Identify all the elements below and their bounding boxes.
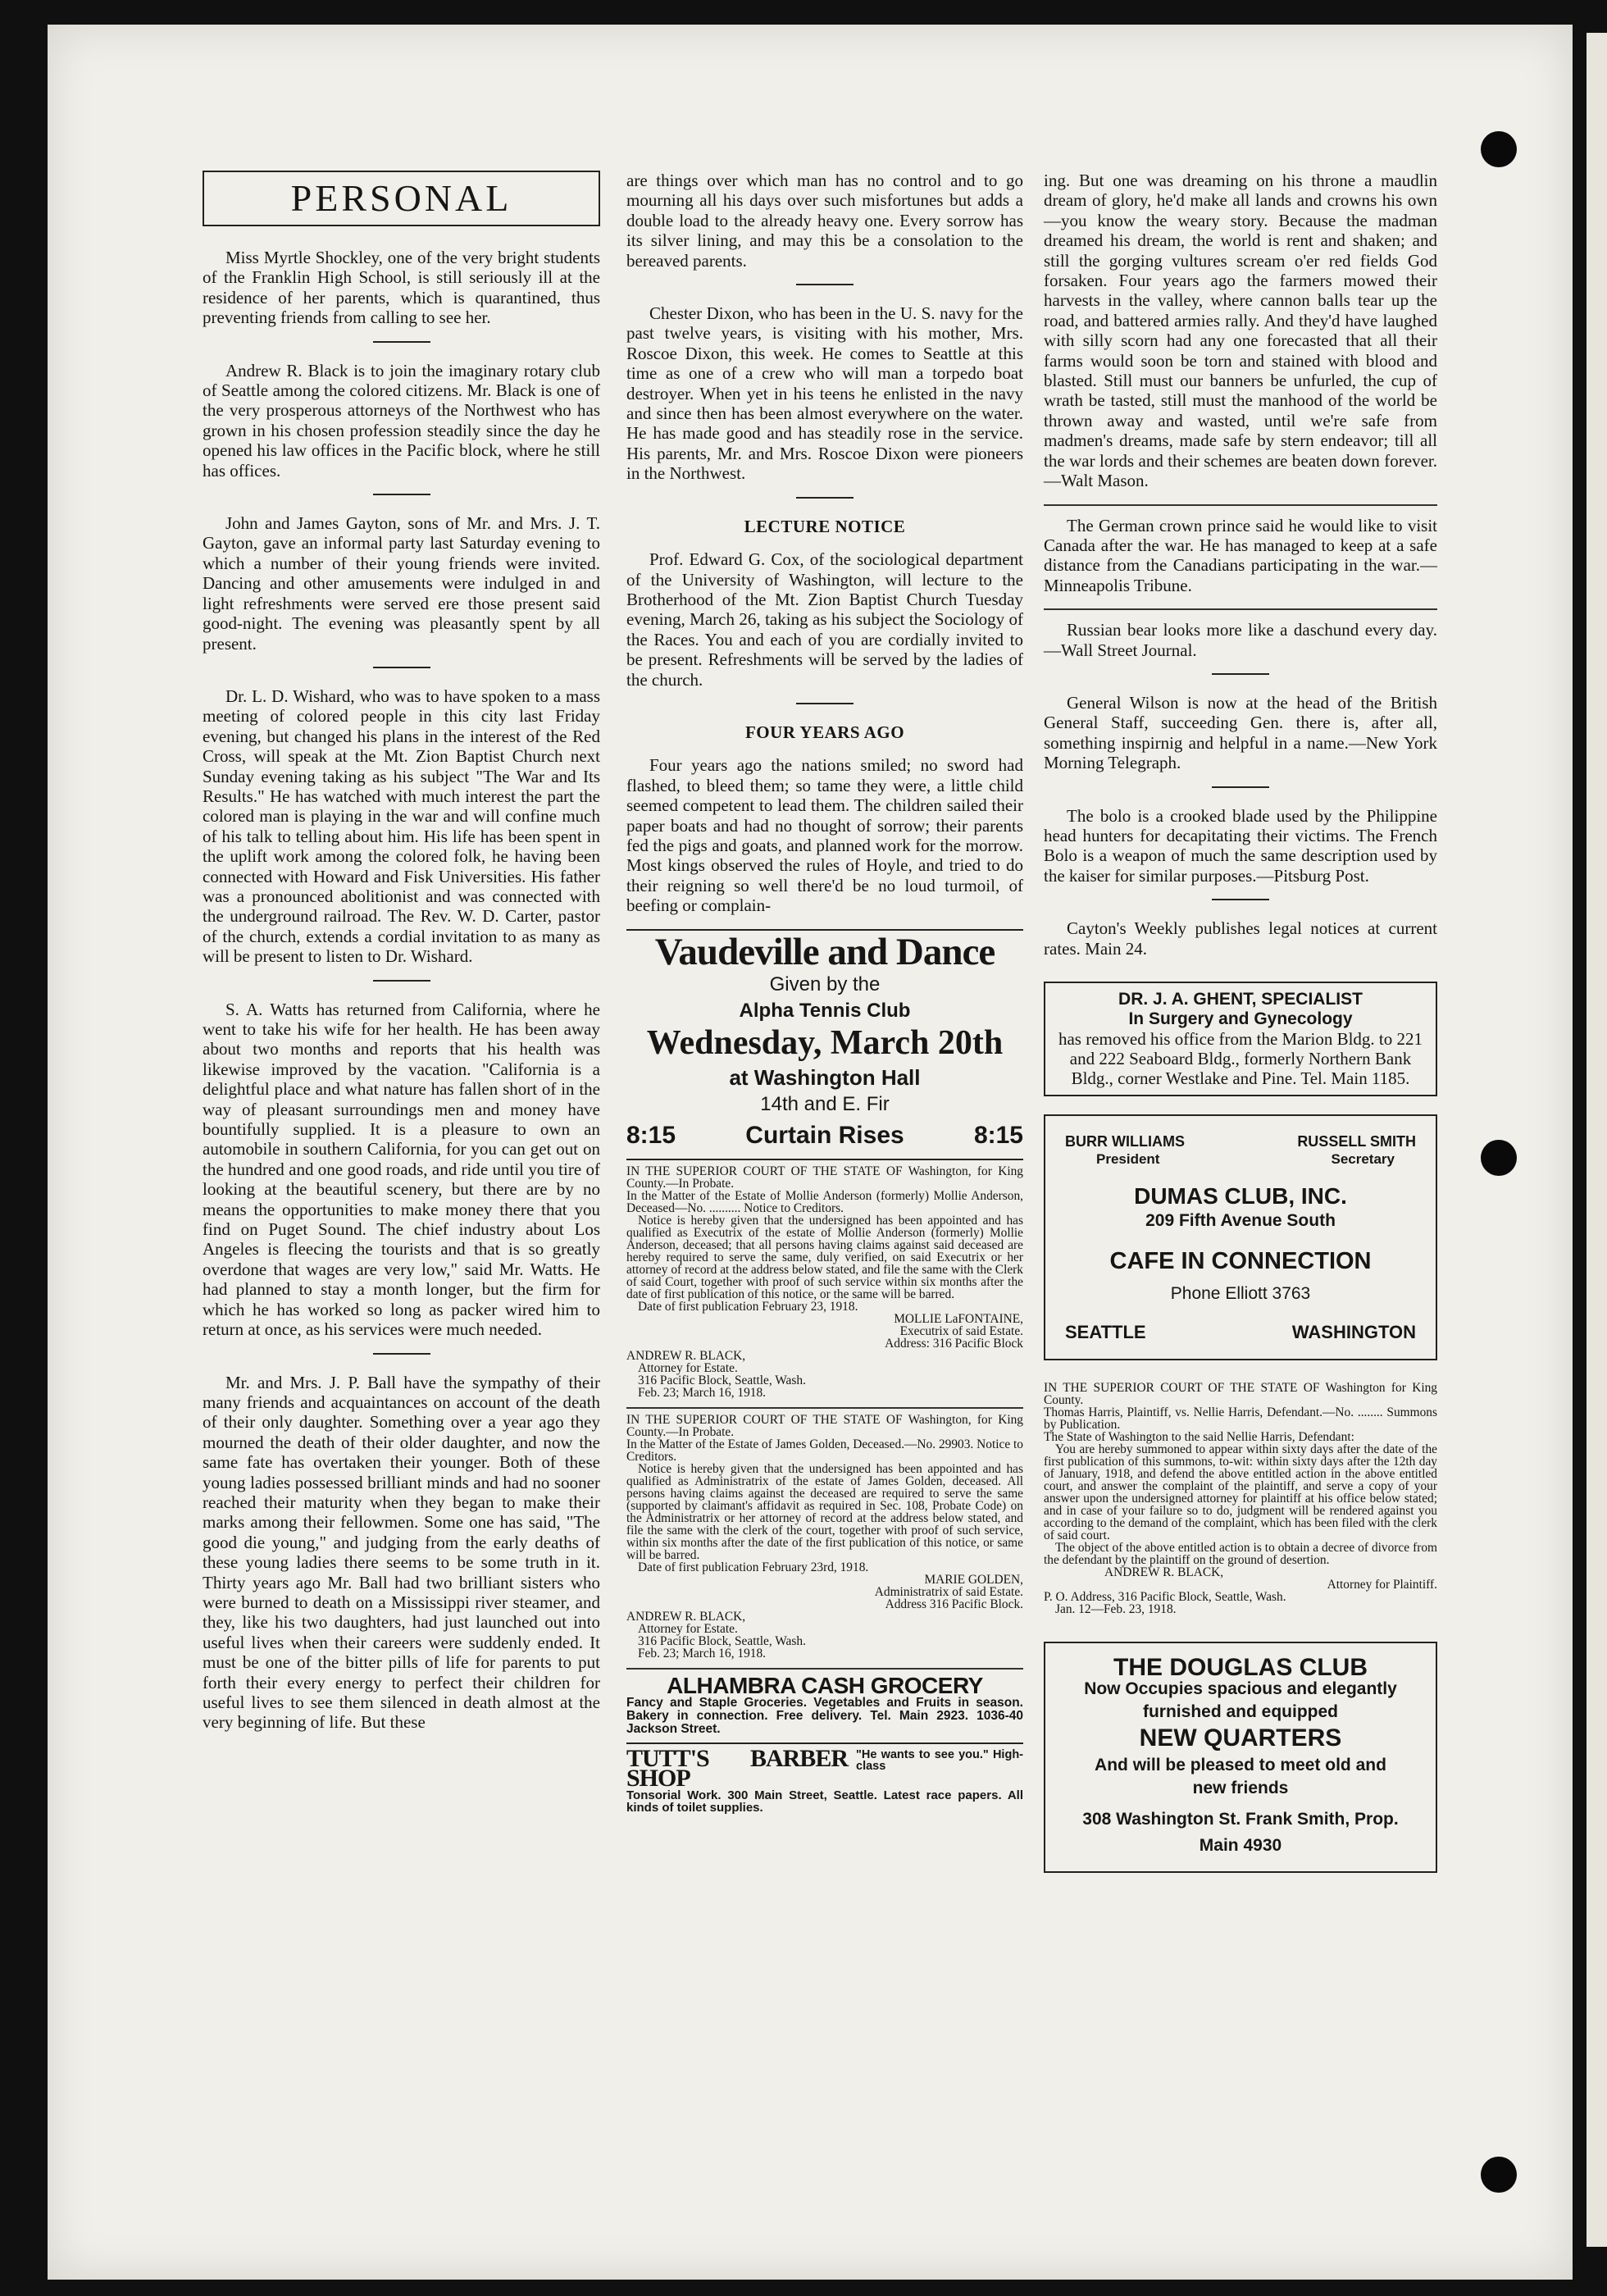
legal-dates: Feb. 23; March 16, 1918. <box>638 1386 767 1401</box>
douglas-line: furnished and equipped <box>1142 1702 1338 1722</box>
legal-attorney-title: Attorney for Estate. <box>638 1361 738 1376</box>
legal-body: Notice is hereby given that the undersigned has been appointed and has qualified as Administratrix of the estate of James Golden, deceased. All persons having claims against the deceased are required to serve the same (supported by claimant's affidavit as required in Sec. 108, Probate Code) on the Administratrix or her attorney of record at the address below stated, and file the same with the clerk of the court, together with proof of such service, within six months after the date of the first publication of this notice, or same will be barred. <box>626 1462 1023 1563</box>
divider <box>373 980 430 982</box>
dumas-address: 209 Fifth Avenue South <box>1145 1211 1336 1231</box>
ghent-head: DR. J. A. GHENT, SPECIALIST <box>1118 990 1363 1009</box>
legal-attorney: ANDREW R. BLACK, <box>626 1349 746 1364</box>
news-item: Mr. and Mrs. J. P. Ball have the sympathy of their many friends and acquaintances on account of the death of their only daughter. Something over a year ago they mourned the death of their older daughter, and now the same fate has overtaken their younger. Both of these young ladies possessed brilliant minds and had no sooner reached their maturity when they began to make their marks among their fellowmen. Some one has said, "The good die young," and judging from the early deaths of these young ladies there seems to be some truth in it. Thirty years ago Mr. Ball had two brilliant sisters who were burned to death on a Mississippi river steamer, and they, like his two daughters, had just launched out into useful lives when their careers were suddenly ended. It must be one of the bitter pills of life for parents to put forth their every energy to perfect their children for useful lives to see them silenced in death almost at the very beginning of life. But these <box>203 1372 600 1733</box>
legal-signer: MOLLIE LaFONTAINE, <box>894 1312 1023 1327</box>
dumas-officers-titles <box>1065 1150 1416 1168</box>
vaudeville-club: Alpha Tennis Club <box>739 1000 911 1023</box>
legal-matter: In the Matter of the Estate of Mollie Anderson (formerly) Mollie Anderson, Deceased—No. .......... Notice to Creditors. <box>626 1189 1023 1216</box>
news-item: Russian bear looks more like a daschund every day.—Wall Street Journal. <box>1044 620 1437 660</box>
legal-matter: In the Matter of the Estate of James Golden, Deceased.—No. 29903. Notice to Creditors. <box>626 1437 1023 1465</box>
legal-address: P. O. Address, 316 Pacific Block, Seattle, Wash. <box>1044 1590 1286 1605</box>
punch-hole <box>1481 131 1517 167</box>
legal-notice-golden <box>626 1409 1023 1670</box>
grocery-title: ALHAMBRA CASH GROCERY <box>667 1673 983 1699</box>
douglas-title: THE DOUGLAS CLUB <box>1113 1654 1368 1682</box>
news-item: Miss Myrtle Shockley, one of the very bright students of the Franklin High School, is still seriously ill at the residence of her parents, which is quarantined, thus preventing friends from calling to see her. <box>203 248 600 328</box>
lecture-notice-heading: LECTURE NOTICE <box>744 516 906 536</box>
punch-hole <box>1481 1140 1517 1176</box>
divider <box>1044 504 1437 506</box>
legal-signer-title: Administratrix of said Estate. <box>874 1585 1023 1600</box>
dumas-city: SEATTLE <box>1065 1321 1146 1342</box>
dumas-secretary-name: RUSSELL SMITH <box>1297 1133 1416 1150</box>
barber-body: Tonsorial Work. 300 Main Street, Seattle. Latest race papers. All kinds of toilet supplies. <box>626 1788 1023 1815</box>
divider <box>373 1353 430 1355</box>
douglas-line: new friends <box>1192 1778 1289 1797</box>
news-item: Chester Dixon, who has been in the U. S. navy for the past twelve years, is visiting with his mother, Mrs. Roscoe Dixon, this week. He comes to Seattle at this time as one of a crew who will man a torpedo boat destroyer. When yet in his teens he enlisted in the navy and since then has been almost everywhere on the water. He has made good and has steadily rose in the service. His parents, Mr. and Mrs. Roscoe Dixon were pioneers in the Northwest. <box>626 303 1023 484</box>
vaudeville-hall: at Washington Hall <box>729 1065 921 1091</box>
vaudeville-date: Wednesday, March 20th <box>646 1023 1004 1062</box>
news-item: S. A. Watts has returned from California, where he went to take his wife for her health. He has been away about two months and reports that his health was likewise improved by the vacation. "California is a delightful place and what nature has fallen short of in the way of pleasant surroundings men and money have bountifully supplied. It is a pleasure to own an automobile in southern California, for you can get out on the hundred and one good roads, and ride until you tire of looking at the beautiful scenery, but there are by no means the opportunities to make money there that you find on Puget Sound. The chief industry about Los Angeles is fleecing the tourists and that is so greatly overdone that wages are very low," said Mr. Watts. He had planned to stay a month longer, but the firm for which he has worked so long as packer wired him to return at once, as his services were much needed. <box>203 999 600 1340</box>
divider <box>373 667 430 668</box>
ghent-ad <box>1044 982 1437 1096</box>
news-item: Andrew R. Black is to join the imaginary rotary club of Seattle among the colored citizens. Mr. Black is one of the very prosperous attorneys of the Northwest who has grown in his chosen profession steadily since the day he opened his law offices in the Pacific block, where he still has offices. <box>203 360 600 481</box>
legal-to: The State of Washington to the said Nellie Harris, Defendant: <box>1044 1430 1354 1445</box>
vaudeville-curtain: Curtain Rises <box>745 1122 904 1150</box>
legal-attorney-address: 316 Pacific Block, Seattle, Wash. <box>638 1374 806 1388</box>
dumas-state: WASHINGTON <box>1291 1321 1416 1342</box>
barber-ad <box>626 1744 1023 1819</box>
dumas-secretary-title: Secretary <box>1331 1151 1395 1167</box>
vaudeville-time-right: 8:15 <box>973 1122 1023 1150</box>
vaudeville-time-left: 8:15 <box>626 1122 676 1150</box>
divider <box>796 497 854 499</box>
grocery-body: Fancy and Staple Groceries. Vegetables and Fruits in season. Bakery in connection. Free delivery. Tel. Main 2923. 1036-40 Jackson Street. <box>626 1695 1023 1736</box>
douglas-phone: Main 4930 <box>1199 1836 1282 1856</box>
vaudeville-dance-ad <box>626 929 1023 1161</box>
dumas-cafe: CAFE IN CONNECTION <box>1109 1247 1372 1274</box>
legal-parties: Thomas Harris, Plaintiff, vs. Nellie Harris, Defendant.—No. ........ Summons by Publication. <box>1044 1405 1437 1433</box>
column-personal <box>203 171 600 1746</box>
douglas-club-ad <box>1044 1642 1437 1873</box>
vaudeville-given-by: Given by the <box>769 973 881 995</box>
divider <box>1212 899 1269 900</box>
divider <box>1044 608 1437 610</box>
ghent-body: has removed his office from the Marion Bldg. to 221 and 222 Seaboard Bldg., formerly Northern Bank Bldg., corner Westlake and Pine. Tel. Main 1185. <box>1058 1029 1423 1088</box>
douglas-quarters: NEW QUARTERS <box>1139 1724 1342 1752</box>
legal-body: Notice is hereby given that the undersigned has been appointed and has qualified as Executrix of the estate of Mollie Anderson (formerly) Mollie Anderson, deceased; that all persons having claims against said deceased are hereby required to serve the same, duly verified, on said Executrix or her attorney of record at the address below stated, and file the same with the Clerk of said Court, together with proof of such service within six months after the date of first publication of this notice, or the same will be barred. <box>626 1214 1023 1302</box>
legal-notice-harris <box>1044 1377 1437 1624</box>
vaudeville-time-row <box>626 1122 1023 1150</box>
douglas-line: And will be pleased to meet old and <box>1095 1755 1386 1774</box>
divider <box>1212 673 1269 675</box>
legal-dates: Jan. 12—Feb. 23, 1918. <box>1055 1602 1177 1617</box>
dumas-club-ad <box>1044 1114 1437 1360</box>
douglas-line: Now Occupies spacious and elegantly <box>1084 1679 1397 1699</box>
dumas-officers-names <box>1065 1132 1416 1150</box>
dumas-president-title: President <box>1096 1151 1160 1167</box>
legal-date: Date of first publication February 23rd, 1918. <box>638 1560 869 1575</box>
divider <box>1212 786 1269 788</box>
four-years-ago-heading: FOUR YEARS AGO <box>744 722 905 742</box>
adjacent-page-edge <box>1587 33 1607 2247</box>
news-item: John and James Gayton, sons of Mr. and Mrs. J. T. Gayton, gave an informal party last Saturday evening to which a number of their young friends were invited. Dancing and other amusements were indulged in and light refreshments were served ere those present said good-night. The evening was pleasantly spent by all present. <box>203 513 600 654</box>
legal-object: The object of the above entitled action is to obtain a decree of divorce from the defendant by the plaintiff on the ground of desertion. <box>1044 1541 1437 1568</box>
column-right <box>1044 171 1437 1873</box>
dumas-president-name: BURR WILLIAMS <box>1065 1133 1185 1150</box>
legal-head: IN THE SUPERIOR COURT OF THE STATE OF Washington, for King County.—In Probate. <box>626 1413 1023 1440</box>
legal-signer-address: Address 316 Pacific Block. <box>885 1597 1023 1612</box>
barber-title: TUTT'S BARBER SHOP <box>626 1744 848 1793</box>
legal-dates: Feb. 23; March 16, 1918. <box>638 1647 767 1661</box>
dumas-city-row <box>1065 1323 1416 1342</box>
vaudeville-title: Vaudeville and Dance <box>654 930 995 973</box>
poem-continuation: ing. But one was dreaming on his throne a maudlin dream of glory, he'd make all lands and crowns his own—you know the weary story. Because the madman dreamed his dream, the world is rent and shaken; and still the gorging vultures scream o'er red fields God forsaken. Four years ago the farmers mowed their harvests in the valley, where cannon balls tear up the road, and battered armies rally. And they'd have laughed with silly scorn had any one forecasted that all their farms would soon be torn and stained with blood and blasted. Still must our banners be unfurled, the cup of wrath be tasted, still must the manhood of the world be thrown away and wasted, until we're safe from madmen's dreams, made safe by stern endeavor; till all the war lords and their schemes are beaten down forever.—Walt Mason. <box>1044 171 1437 491</box>
vaudeville-address: 14th and E. Fir <box>760 1092 890 1115</box>
punch-hole <box>1481 2157 1517 2193</box>
news-item: Cayton's Weekly publishes legal notices at current rates. Main 24. <box>1044 918 1437 959</box>
lecture-notice: Prof. Edward G. Cox, of the sociological department of the University of Washington, will lecture to the Brotherhood of the Mt. Zion Baptist Church Tuesday evening, March 26, taking as his subject the Sociology of the Races. You and each of you are cordially invited to be present. Refreshments will be served by the ladies of the church. <box>626 549 1023 690</box>
legal-attorney: ANDREW R. BLACK, <box>626 1610 746 1624</box>
barber-title-row <box>626 1744 1023 1793</box>
news-item: The German crown prince said he would like to visit Canada after the war. He has managed to keep at a safe distance from the Canadians participating in the war.—Minneapolis Tribune. <box>1044 515 1437 595</box>
legal-head: IN THE SUPERIOR COURT OF THE STATE OF Washington for King County. <box>1044 1381 1437 1408</box>
news-item: General Wilson is now at the head of the British General Staff, succeeding Gen. there is, after all, something inspirnig and helpful in a name.—New York Morning Telegraph. <box>1044 692 1437 773</box>
dumas-name: DUMAS CLUB, INC. <box>1134 1183 1347 1209</box>
dumas-phone: Phone Elliott 3763 <box>1170 1284 1311 1304</box>
legal-attorney-title: Attorney for Estate. <box>638 1622 738 1637</box>
personal-heading: PERSONAL <box>203 171 600 226</box>
legal-signer-title: Executrix of said Estate. <box>899 1324 1023 1339</box>
divider <box>796 703 854 704</box>
column-middle <box>626 171 1023 1819</box>
news-item: Dr. L. D. Wishard, who was to have spoken to a mass meeting of colored people in this city last Friday evening, but changed his plans in the interest of the Red Cross, will speak at the Mt. Zion Baptist Church next Sunday evening taking as his subject "The War and Its Results." He has watched with much interest the part the colored man is playing in the war and will confine much of his talk to telling about him. His life has been spent in the uplift work among the colored folk, he having been connected with Howard and Fisk Universities. His father was a pronounced abolitionist and was connected with the underground railroad. The Rev. W. D. Carter, pastor of the church, extends a cordial invitation to as many as will be present to listen to Dr. Wishard. <box>203 686 600 967</box>
legal-attorney-title: Attorney for Plaintiff. <box>1327 1578 1437 1592</box>
divider <box>373 341 430 343</box>
ghent-sub: In Surgery and Gynecology <box>1128 1009 1353 1028</box>
legal-attorney: ANDREW R. BLACK, <box>1104 1565 1224 1580</box>
divider <box>373 494 430 495</box>
barber-tagline: "He wants to see you." High-class <box>856 1747 1023 1773</box>
legal-date: Date of first publication February 23, 1918. <box>638 1300 858 1314</box>
grocery-ad <box>626 1670 1023 1743</box>
news-item: The bolo is a crooked blade used by the Philippine head hunters for decapitating their victims. The French Bolo is a weapon of much the same description used by the kaiser for similar purposes.—Pitsburg Post. <box>1044 805 1437 886</box>
legal-body: You are hereby summoned to appear within sixty days after the date of the first publication of this summons, to-wit: within sixty days after the 12th day of January, 1918, and defend the above entitled action in the above entitled court, and answer the complaint of the plaintiff, and serve a copy of your answer upon the undersigned attorney for plaintiff at his office below stated; and in case of your failure so to do, judgment will be rendered against you according to the demand of the complaint, which has been filed with the clerk of said court. <box>1044 1442 1437 1543</box>
legal-head: IN THE SUPERIOR COURT OF THE STATE OF Washington, for King County.—In Probate. <box>626 1164 1023 1191</box>
four-years-ago-poem: Four years ago the nations smiled; no sword had flashed, to bleed them; so tame they were, a little child seemed competent to lead them. The children sailed their paper boats and had no thought of sorrow; their parents fed the pigs and goats, and planned work for the morrow. Most kings observed the rules of Hoyle, and tried to do their reigning so well there'd be no loud turmoil, of beefing or complain- <box>626 755 1023 916</box>
divider <box>796 284 854 285</box>
news-item-continuation: are things over which man has no control and to go mourning all his days over such misfortunes but adds a double load to the already heavy one. Every sorrow has its silver lining, and may this be a consolation to the bereaved parents. <box>626 171 1023 271</box>
legal-attorney-address: 316 Pacific Block, Seattle, Wash. <box>638 1634 806 1649</box>
legal-notice-anderson <box>626 1160 1023 1409</box>
douglas-address: 308 Washington St. Frank Smith, Prop. <box>1082 1809 1399 1829</box>
legal-signer: MARIE GOLDEN, <box>924 1573 1023 1588</box>
legal-signer-address: Address: 316 Pacific Block <box>885 1337 1023 1351</box>
